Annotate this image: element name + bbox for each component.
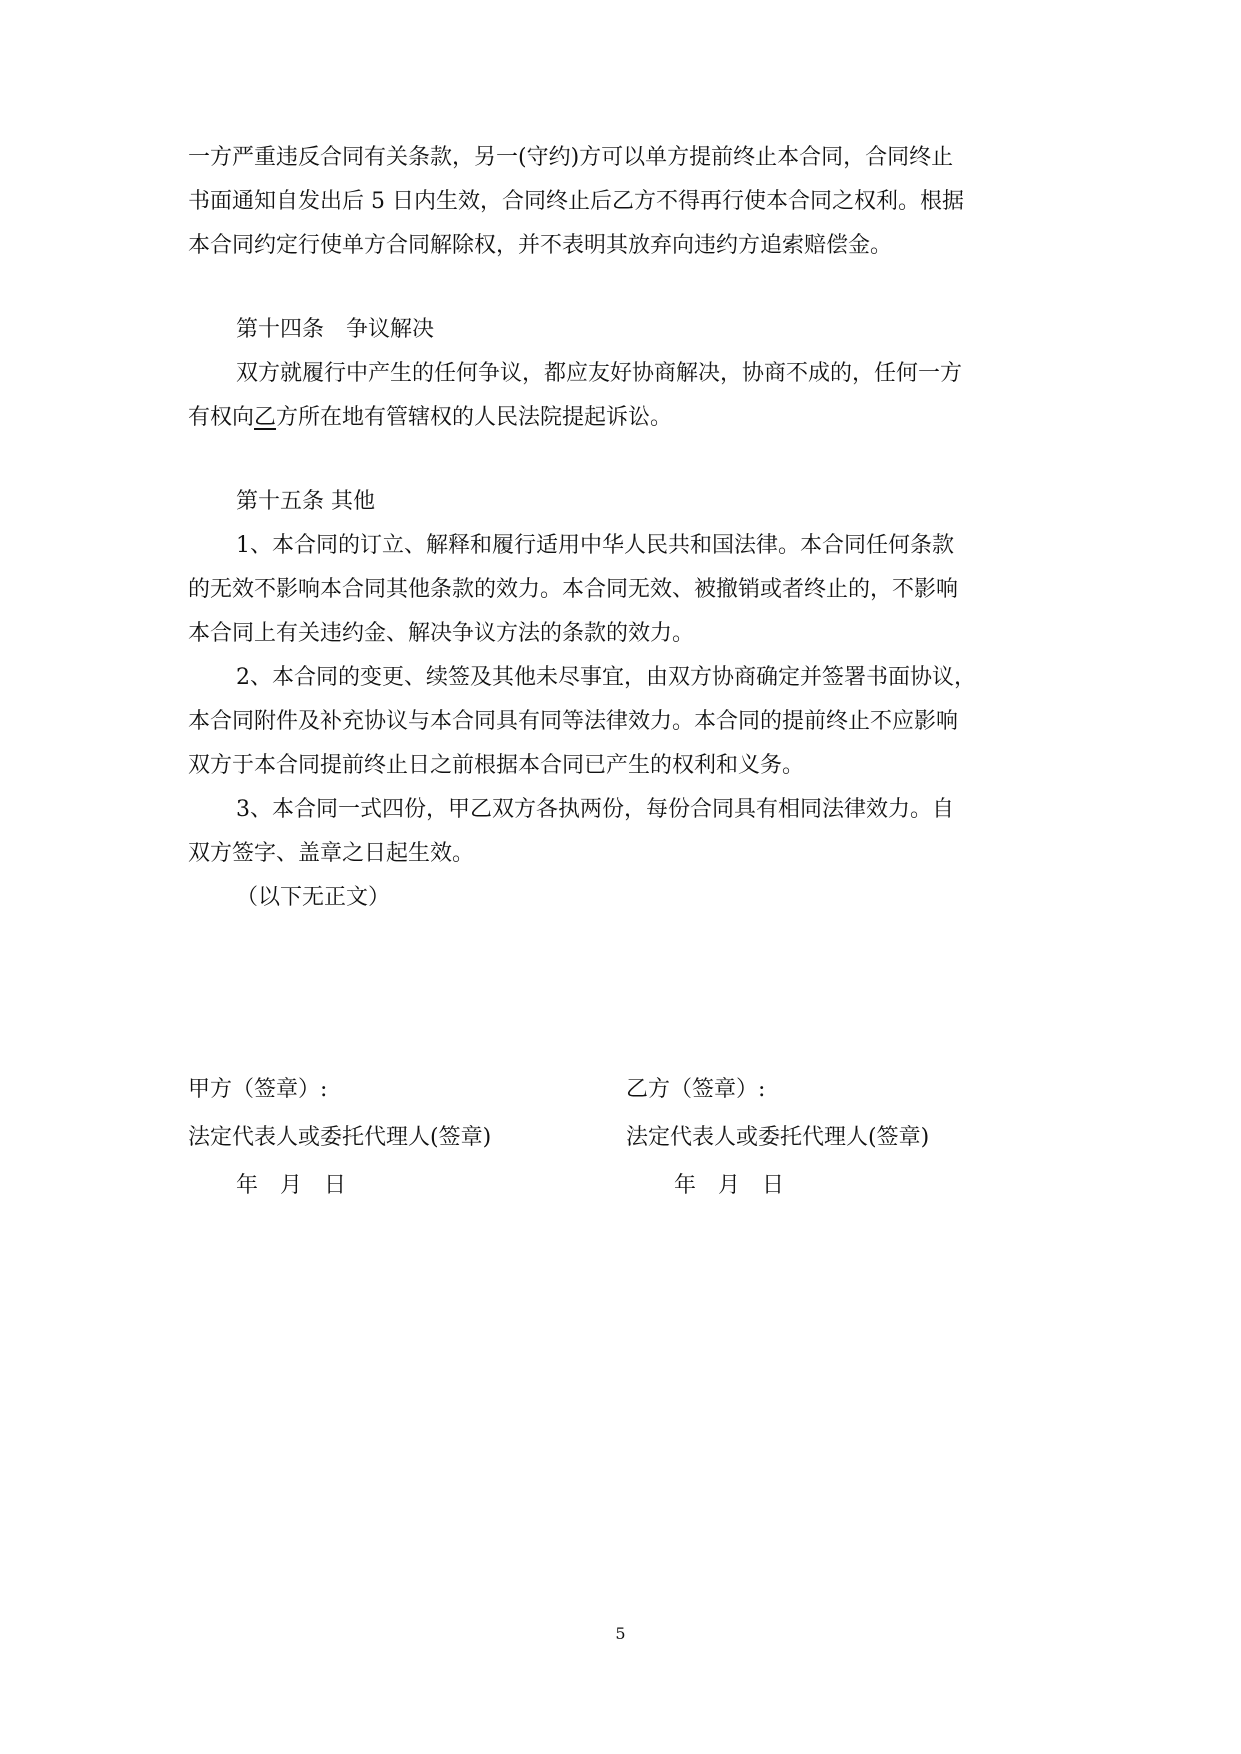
party-b-label: 乙方（签章）: [626,1077,766,1102]
party-a-date: 年 月 日 [236,1173,347,1198]
article-15-item-2-line-2: 本合同附件及补充协议与本合同具有同等法律效力。本合同的提前终止不应影响 [188,709,959,734]
article-15-item-2-line-3: 双方于本合同提前终止日之前根据本合同已产生的权利和义务。 [188,753,805,778]
continuation-line-1: 一方严重违反合同有关条款，另一(守约)方可以单方提前终止本合同，合同终止 [188,145,954,170]
article-14-line-2-suffix: 方所在地有管辖权的人民法院提起诉讼。 [276,405,673,430]
end-of-text-note: （以下无正文） [236,885,391,910]
continuation-line-3: 本合同约定行使单方合同解除权，并不表明其放弃向违约方追索赔偿金。 [188,233,893,258]
continuation-paragraph [188,136,1053,268]
article-15-item-1-line-3: 本合同上有关违约金、解决争议方法的条款的效力。 [188,621,695,646]
article-15-item-2-line-1: 2、本合同的变更、续签及其他未尽事宜，由双方协商确定并签署书面协议， [236,665,976,690]
article-14-line-2-prefix: 有权向 [188,405,255,430]
article-14-heading: 第十四条 争议解决 [236,317,435,342]
article-15-heading: 第十五条 其他 [236,489,375,514]
page-number: 5 [615,1624,626,1643]
article-14-underlined-party: 乙 [254,405,277,430]
article-14-line-1: 双方就履行中产生的任何争议，都应友好协商解决，协商不成的，任何一方 [236,361,963,386]
article-15-item-3-line-1: 3、本合同一式四份，甲乙双方各执两份，每份合同具有相同法律效力。自 [236,797,954,822]
party-b-representative: 法定代表人或委托代理人(签章) [626,1125,930,1150]
article-14-section [188,308,1053,440]
party-b-date: 年 月 日 [674,1173,785,1198]
article-15-item-1-line-2: 的无效不影响本合同其他条款的效力。本合同无效、被撤销或者终止的，不影响 [188,577,959,602]
party-a-label: 甲方（签章）: [188,1077,328,1102]
party-a-representative: 法定代表人或委托代理人(签章) [188,1125,492,1150]
party-b-signature [626,1066,929,1210]
article-14-line-2 [188,396,1053,440]
article-15-item-3-line-2: 双方签字、盖章之日起生效。 [188,841,475,866]
article-15-section [188,480,1053,920]
party-a-signature [188,1066,491,1210]
continuation-line-2: 书面通知自发出后 5 日内生效，合同终止后乙方不得再行使本合同之权利。根据 [188,189,964,214]
article-15-item-1-line-1: 1、本合同的订立、解释和履行适用中华人民共和国法律。本合同任何条款 [236,533,954,558]
